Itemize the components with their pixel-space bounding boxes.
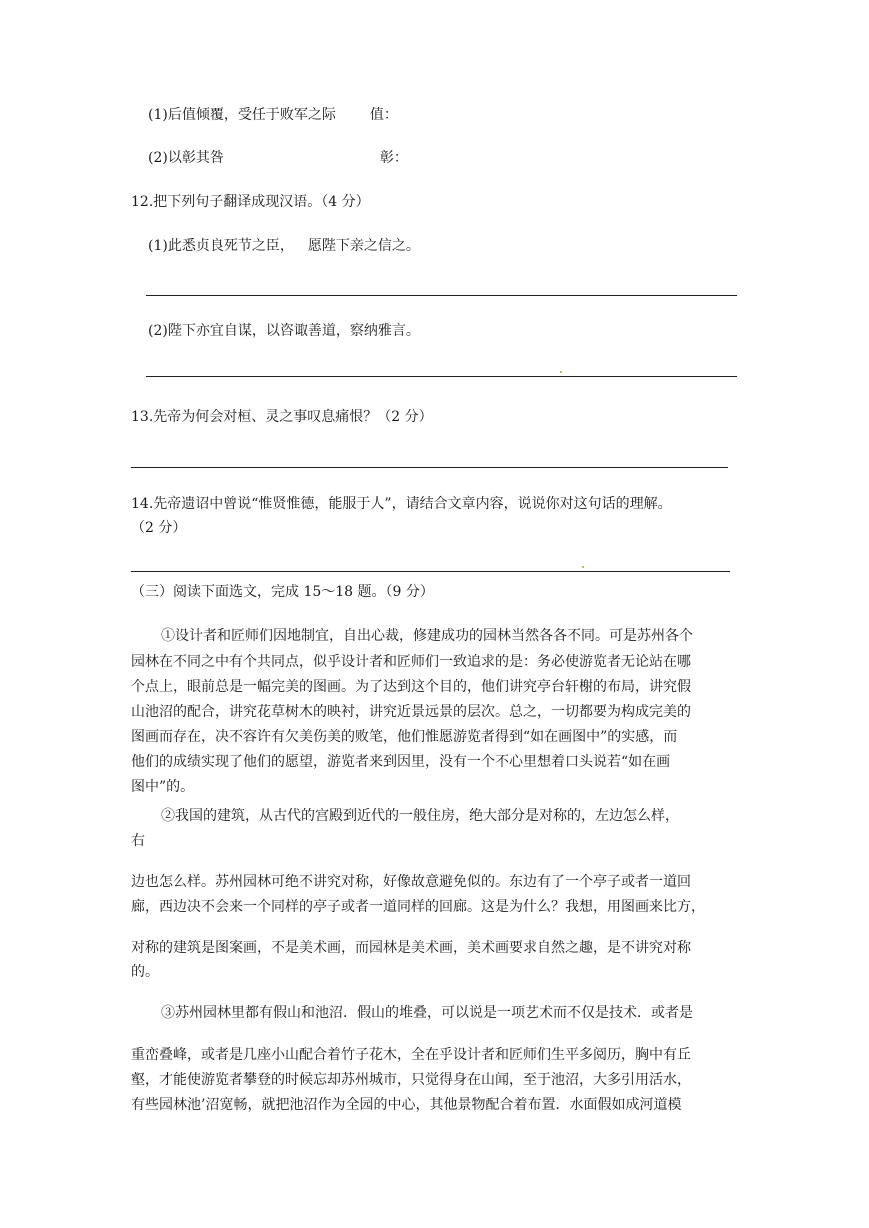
p2-line: 右 xyxy=(131,833,145,849)
speck-mark xyxy=(560,371,562,373)
q13-prompt: 13.先帝为何会对桓、灵之事叹息痛恨？（2 分） xyxy=(131,409,433,425)
p2-line: ②我国的建筑，从古代的宫殿到近代的一般住房，绝大部分是对称的，左边怎么样， xyxy=(161,808,679,824)
q14-answer-line[interactable] xyxy=(131,571,730,572)
q11-item-1-text: (1)后值倾覆，受任于败军之际 xyxy=(148,107,336,123)
p1-line: 图画而存在，决不容许有欠美伤美的败笔，他们惟愿游览者得到“如在画图中”的实感，而 xyxy=(131,729,678,745)
p3-line: ③苏州园林里都有假山和池沼．假山的堆叠，可以说是一项艺术而不仅是技术．或者是 xyxy=(161,1005,693,1021)
q11-item-2 xyxy=(148,148,408,168)
p1-line: 山池沼的配合，讲究花草树木的映衬，讲究近景远景的层次。总之，一切都要为构成完美的 xyxy=(131,704,691,720)
section-3-heading: （三）阅读下面选文，完成 15～18 题。（9 分） xyxy=(131,584,434,600)
p1-line: 他们的成绩实现了他们的愿望，游览者来到因里，没有一个不心里想着口头说若“如在画 xyxy=(131,754,671,770)
q12-answer-line-1[interactable] xyxy=(146,295,737,296)
q14-prompt-line-1: 14.先帝遗诏中曾说“惟贤惟德，能服于人”，请结合文章内容，说说你对这句话的理解。 xyxy=(131,496,672,512)
p2-line: 廊，西边决不会来一个同样的亭子或者一道同样的回廊。这是为什么？我想，用图画来比方， xyxy=(131,899,705,915)
q11-item-2-term: 彰： xyxy=(379,150,408,166)
q12-sentence-1a: (1)此悉贞良死节之臣， xyxy=(148,238,294,254)
q12-sentence-1b: 愿陛下亲之信之。 xyxy=(307,238,420,254)
p2-line: 的。 xyxy=(131,964,159,980)
p2-line: 边也怎么样。苏州园林可绝不讲究对称，好像故意避免似的。东边有了一个亭子或者一道回 xyxy=(131,874,691,890)
q11-item-1 xyxy=(148,105,398,125)
q12-sentence-1 xyxy=(148,236,420,256)
p3-line: 重峦叠峰，或者是几座小山配合着竹子花木，全在乎设计者和匠师们生平多阅历，胸中有丘 xyxy=(131,1047,691,1063)
p3-line: 壑，才能使游览者攀登的时候忘却苏州城市，只觉得身在山闻，至于池沼，大多引用活水， xyxy=(131,1072,691,1088)
q11-item-2-text: (2)以彰其咎 xyxy=(148,150,224,166)
q12-prompt: 12.把下列句子翻译成现汉语。（4 分） xyxy=(131,194,370,210)
speck-mark xyxy=(582,566,584,568)
p1-line: 图中”的。 xyxy=(131,779,195,795)
p1-line: 个点上，眼前总是一幅完美的图画。为了达到这个目的，他们讲究亭台轩榭的布局，讲究假 xyxy=(131,679,691,695)
p1-line: 园林在不同之中有个共同点，似乎设计者和匠师们一致追求的是：务必使游览者无论站在哪 xyxy=(131,654,691,670)
q12-sentence-2: (2)陛下亦宜自谋，以咨诹善道，察纳雅言。 xyxy=(148,323,420,339)
q12-answer-line-2[interactable] xyxy=(146,376,737,377)
p1-line: ①设计者和匠师们因地制宜，自出心裁，修建成功的园林当然各各不同。可是苏州各个 xyxy=(161,628,693,644)
p3-line: 有些园林池’沼宽畅，就把池沼作为全园的中心，其他景物配合着布置．水面假如成河道模 xyxy=(131,1097,682,1113)
p2-line: 对称的建筑是图案画，不是美术画，而园林是美术画，美术画要求自然之趣，是不讲究对称 xyxy=(131,940,691,956)
q14-prompt-line-2: （2 分） xyxy=(131,520,187,536)
q11-item-1-term: 值： xyxy=(369,107,398,123)
q13-answer-line[interactable] xyxy=(131,467,728,468)
